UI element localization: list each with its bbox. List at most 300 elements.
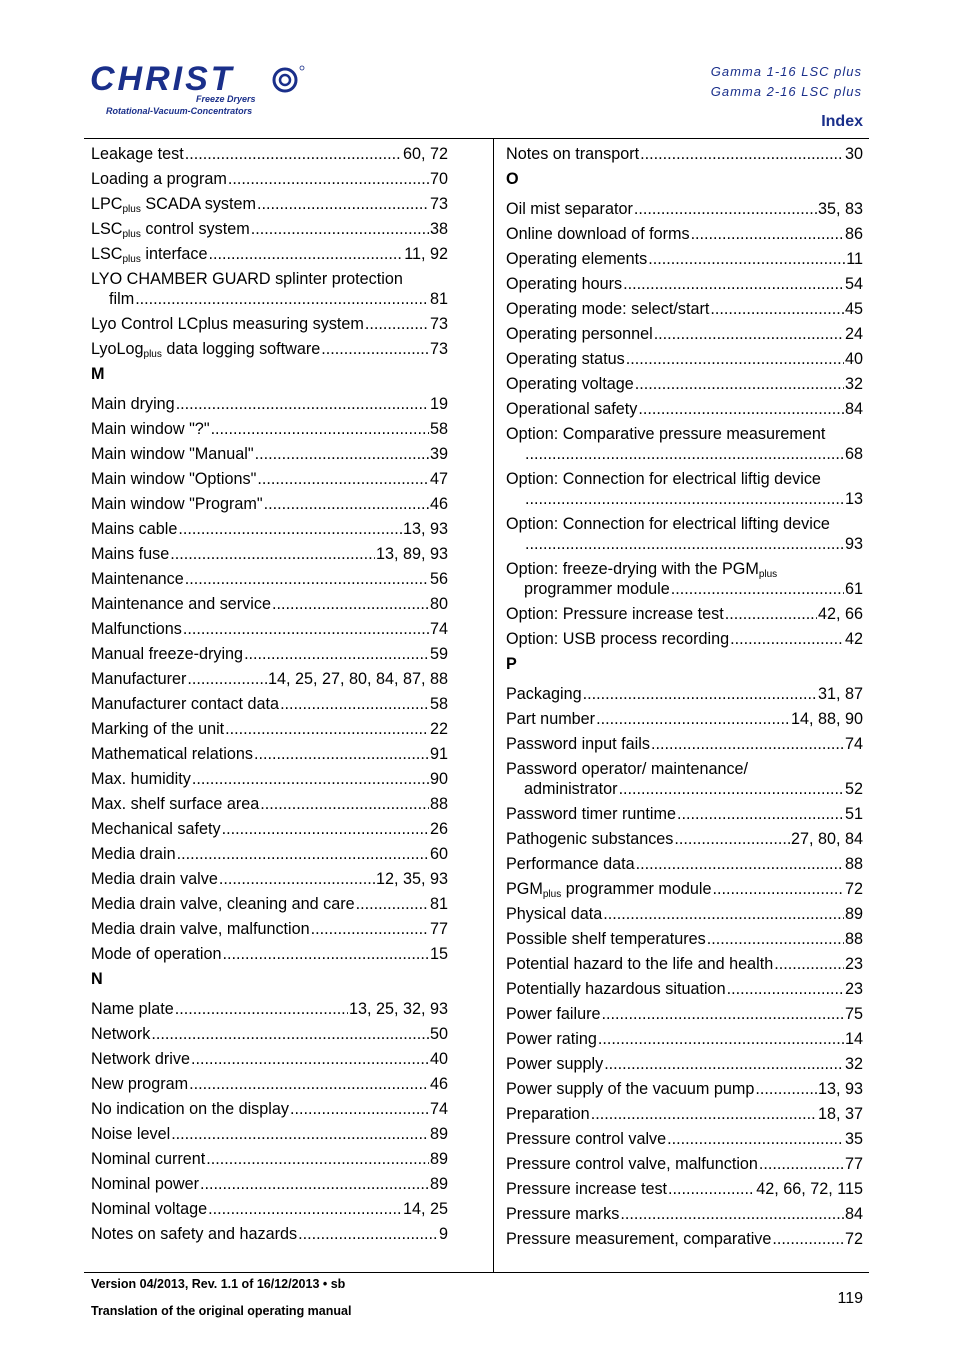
index-pages: 24 xyxy=(844,325,863,343)
index-pages: 93 xyxy=(844,535,863,553)
index-entry xyxy=(91,819,448,839)
subscript: plus xyxy=(122,229,141,240)
index-entry xyxy=(91,219,448,239)
index-term: Main window "Options" xyxy=(91,470,257,488)
index-term: Potential hazard to the life and health xyxy=(506,955,774,973)
index-entry xyxy=(506,1104,863,1124)
leader-dots xyxy=(185,144,402,164)
index-term: Option: Connection for electrical liftig device xyxy=(506,470,821,488)
leader-dots xyxy=(674,829,790,849)
index-term: Option: Connection for electrical lifting device xyxy=(506,515,830,533)
index-term: Online download of forms xyxy=(506,225,690,243)
index-pages: 60 xyxy=(429,845,448,863)
leader-dots xyxy=(208,1199,402,1219)
index-pages: 74 xyxy=(429,1100,448,1118)
index-entry xyxy=(91,744,448,764)
index-entry xyxy=(91,769,448,789)
leader-dots xyxy=(598,1029,844,1049)
index-entry xyxy=(506,374,863,394)
leader-dots xyxy=(727,979,844,999)
footer-translation: Translation of the original operating manual xyxy=(91,1304,352,1318)
leader-dots xyxy=(648,249,845,269)
index-pages: 89 xyxy=(429,1175,448,1193)
index-pages: 19 xyxy=(429,395,448,413)
index-term: Media drain valve xyxy=(91,870,218,888)
leader-dots xyxy=(187,669,267,689)
index-entry xyxy=(506,559,863,599)
leader-dots xyxy=(774,954,844,974)
index-entry xyxy=(91,919,448,939)
index-term: LYO CHAMBER GUARD splinter protection xyxy=(91,270,403,288)
subscript: plus xyxy=(122,204,141,215)
leader-dots xyxy=(321,339,429,359)
index-entry xyxy=(91,444,448,464)
index-term: Mains cable xyxy=(91,520,178,538)
index-pages: 31, 87 xyxy=(817,685,863,703)
leader-dots xyxy=(603,904,844,924)
index-term: Password timer runtime xyxy=(506,805,677,823)
index-letter-heading: M xyxy=(91,365,105,383)
index-entry-continuation xyxy=(506,444,863,464)
index-term: Oil mist separator xyxy=(506,200,633,218)
leader-dots xyxy=(730,629,844,649)
index-entry xyxy=(91,944,448,964)
leader-dots xyxy=(311,919,429,939)
index-pages: 9 xyxy=(438,1225,448,1243)
index-pages: 89 xyxy=(429,1125,448,1143)
index-term: Mechanical safety xyxy=(91,820,221,838)
index-letter-heading: P xyxy=(506,655,517,673)
index-pages: 56 xyxy=(429,570,448,588)
leader-dots xyxy=(677,804,844,824)
index-term: Operating elements xyxy=(506,250,648,268)
leader-dots xyxy=(604,1054,844,1074)
leader-dots xyxy=(634,199,817,219)
index-entry xyxy=(91,894,448,914)
index-pages: 14, 25, 27, 80, 84, 87, 88 xyxy=(267,670,448,688)
index-entry xyxy=(91,169,448,189)
index-term: Notes on transport xyxy=(506,145,640,163)
index-term: $LSC_{plus}$ interface xyxy=(91,245,208,265)
leader-dots xyxy=(640,144,844,164)
index-entry xyxy=(506,804,863,824)
index-term: Leakage test xyxy=(91,145,184,163)
index-pages: 42 xyxy=(844,630,863,648)
leader-dots xyxy=(759,1154,844,1174)
index-term: Password operator/ maintenance/ xyxy=(506,760,749,778)
index-pages: 32 xyxy=(844,375,863,393)
leader-dots xyxy=(151,1024,429,1044)
index-term: LyoLog$_{plus}$ data logging software xyxy=(91,340,321,360)
index-term: Operating voltage xyxy=(506,375,634,393)
index-pages: 73 xyxy=(429,340,448,358)
index-term: Option: Pressure increase test xyxy=(506,605,724,623)
index-term: Preparation xyxy=(506,1105,590,1123)
model-line-2: Gamma 2-16 LSC plus xyxy=(710,84,862,99)
index-term: Operating status xyxy=(506,350,625,368)
index-term: Operating personnel xyxy=(506,325,653,343)
index-entry xyxy=(91,844,448,864)
leader-dots xyxy=(596,709,790,729)
page-number: 119 xyxy=(837,1290,863,1307)
leader-dots xyxy=(135,289,429,309)
index-term: Network drive xyxy=(91,1050,190,1068)
leader-dots xyxy=(280,694,429,714)
header-divider xyxy=(84,138,869,139)
index-pages: 13, 93 xyxy=(402,520,448,538)
index-pages: 52 xyxy=(844,780,863,798)
index-entry xyxy=(506,144,863,164)
index-term: Mode of operation xyxy=(91,945,222,963)
index-term: Main window "?" xyxy=(91,420,210,438)
index-term: Main window "Manual" xyxy=(91,445,254,463)
index-term: Main window "Program" xyxy=(91,495,263,513)
index-entry xyxy=(506,249,863,269)
index-pages: 54 xyxy=(844,275,863,293)
logo-subtitle-freeze-dryers: Freeze Dryers xyxy=(196,94,256,104)
leader-dots xyxy=(725,604,817,624)
index-pages: 13, 89, 93 xyxy=(375,545,448,563)
leader-dots xyxy=(591,1104,817,1124)
index-term: $LPC_{plus}$ SCADA system xyxy=(91,195,256,215)
index-pages: 90 xyxy=(429,770,448,788)
index-pages: 75 xyxy=(844,1005,863,1023)
index-pages: 68 xyxy=(844,445,863,463)
leader-dots xyxy=(623,274,844,294)
index-pages: 50 xyxy=(429,1025,448,1043)
leader-dots xyxy=(525,489,844,509)
index-pages: 70 xyxy=(429,170,448,188)
index-entry xyxy=(506,979,863,999)
leader-dots xyxy=(257,194,429,214)
index-term: Name plate xyxy=(91,1000,174,1018)
leader-dots xyxy=(272,594,429,614)
index-pages: 61 xyxy=(844,580,863,598)
index-term: Pressure control valve, malfunction xyxy=(506,1155,758,1173)
leader-dots xyxy=(170,544,375,564)
index-entry-continuation xyxy=(506,579,863,599)
index-pages: 81 xyxy=(429,895,448,913)
index-entry xyxy=(91,314,448,334)
index-term: Packaging xyxy=(506,685,582,703)
index-pages: 72 xyxy=(844,880,863,898)
index-pages: 18, 37 xyxy=(817,1105,863,1123)
leader-dots xyxy=(668,1179,755,1199)
leader-dots xyxy=(191,1049,429,1069)
index-entry xyxy=(506,1054,863,1074)
index-pages: 32 xyxy=(844,1055,863,1073)
leader-dots xyxy=(365,314,429,334)
index-pages: 14, 25 xyxy=(402,1200,448,1218)
index-pages: 22 xyxy=(429,720,448,738)
christ-logo xyxy=(88,60,328,120)
subscript: plus xyxy=(542,889,562,900)
index-entry xyxy=(91,1024,448,1044)
leader-dots xyxy=(654,324,844,344)
index-entry xyxy=(91,869,448,889)
leader-dots xyxy=(264,494,429,514)
index-entry xyxy=(91,794,448,814)
leader-dots xyxy=(525,534,844,554)
index-pages: 88 xyxy=(844,855,863,873)
index-pages: 84 xyxy=(844,400,863,418)
index-term: Power failure xyxy=(506,1005,601,1023)
leader-dots xyxy=(219,869,375,889)
index-term: Maintenance and service xyxy=(91,595,271,613)
leader-dots xyxy=(255,444,429,464)
index-pages: 73 xyxy=(429,315,448,333)
index-pages: 38 xyxy=(429,220,448,238)
index-term-continuation: programmer module xyxy=(524,580,670,598)
leader-dots xyxy=(200,1174,429,1194)
index-term: Pressure measurement, comparative xyxy=(506,1230,772,1248)
index-pages: 72 xyxy=(844,1230,863,1248)
index-entry xyxy=(506,904,863,924)
leader-dots xyxy=(525,444,844,464)
index-entry xyxy=(506,759,863,799)
index-entry xyxy=(91,719,448,739)
index-term: Manufacturer contact data xyxy=(91,695,280,713)
leader-dots xyxy=(228,169,429,189)
leader-dots xyxy=(691,224,844,244)
index-entry xyxy=(506,929,863,949)
index-pages: 23 xyxy=(844,955,863,973)
index-entry xyxy=(91,1074,448,1094)
index-entry xyxy=(506,1154,863,1174)
index-pages: 42, 66 xyxy=(817,605,863,623)
index-pages: 40 xyxy=(844,350,863,368)
index-term: Power supply of the vacuum pump xyxy=(506,1080,755,1098)
index-pages: 40 xyxy=(429,1050,448,1068)
leader-dots xyxy=(290,1099,429,1119)
index-entry xyxy=(506,299,863,319)
index-term: Operational safety xyxy=(506,400,638,418)
index-term: Max. shelf surface area xyxy=(91,795,260,813)
leader-dots xyxy=(171,1124,429,1144)
index-term: Power supply xyxy=(506,1055,604,1073)
index-term: Part number xyxy=(506,710,596,728)
index-pages: 77 xyxy=(429,920,448,938)
index-entry xyxy=(91,1149,448,1169)
index-entry xyxy=(506,424,863,464)
section-title: Index xyxy=(821,113,863,130)
index-entry-continuation xyxy=(506,779,863,799)
index-term: Manufacturer xyxy=(91,670,187,688)
leader-dots xyxy=(638,399,844,419)
leader-dots xyxy=(619,779,844,799)
leader-dots xyxy=(298,1224,438,1244)
leader-dots xyxy=(651,734,844,754)
index-entry-continuation xyxy=(506,489,863,509)
index-term: Main drying xyxy=(91,395,175,413)
leader-dots xyxy=(222,819,429,839)
index-entry xyxy=(91,569,448,589)
footer-divider xyxy=(84,1272,869,1273)
index-pages: 26 xyxy=(429,820,448,838)
index-pages: 27, 80, 84 xyxy=(790,830,863,848)
index-pages: 47 xyxy=(429,470,448,488)
index-term: Mathematical relations xyxy=(91,745,253,763)
index-column-left xyxy=(91,144,448,1249)
index-column-right xyxy=(506,144,863,1254)
index-term: Physical data xyxy=(506,905,603,923)
index-entry xyxy=(91,419,448,439)
index-term: $PGM_{plus}$ programmer module xyxy=(506,880,712,900)
index-pages: 14, 88, 90 xyxy=(790,710,863,728)
leader-dots xyxy=(620,1204,844,1224)
index-term: Pressure marks xyxy=(506,1205,620,1223)
leader-dots xyxy=(177,844,429,864)
index-entry xyxy=(91,619,448,639)
index-term: Option: USB process recording xyxy=(506,630,730,648)
index-pages: 84 xyxy=(844,1205,863,1223)
index-entry xyxy=(91,469,448,489)
index-term: $LSC_{plus}$ control system xyxy=(91,220,250,240)
index-entry xyxy=(506,1179,863,1199)
index-term: Nominal current xyxy=(91,1150,206,1168)
index-entry xyxy=(506,604,863,624)
index-entry xyxy=(91,644,448,664)
index-term: Nominal power xyxy=(91,1175,199,1193)
leader-dots xyxy=(636,854,844,874)
leader-dots xyxy=(178,519,402,539)
index-pages: 91 xyxy=(429,745,448,763)
index-entry xyxy=(91,494,448,514)
column-divider xyxy=(493,138,494,1272)
index-term: Notes on safety and hazards xyxy=(91,1225,298,1243)
leader-dots xyxy=(223,944,429,964)
index-entry xyxy=(506,734,863,754)
index-pages: 88 xyxy=(844,930,863,948)
index-term: Media drain valve, malfunction xyxy=(91,920,310,938)
index-entry xyxy=(506,199,863,219)
index-pages: 13 xyxy=(844,490,863,508)
index-entry xyxy=(506,1004,863,1024)
index-pages: 14 xyxy=(844,1030,863,1048)
index-entry xyxy=(506,1204,863,1224)
index-entry xyxy=(91,594,448,614)
index-term: Pathogenic substances xyxy=(506,830,674,848)
index-pages: 80 xyxy=(429,595,448,613)
index-entry xyxy=(91,999,448,1019)
model-line-1: Gamma 1-16 LSC plus xyxy=(710,64,862,79)
index-entry xyxy=(506,629,863,649)
index-entry xyxy=(91,1049,448,1069)
leader-dots xyxy=(225,719,429,739)
index-entry xyxy=(91,1199,448,1219)
index-term: Pressure control valve xyxy=(506,1130,667,1148)
leader-dots xyxy=(251,219,429,239)
index-entry xyxy=(91,544,448,564)
leader-dots xyxy=(710,299,844,319)
index-letter-heading: N xyxy=(91,970,103,988)
index-term: Nominal voltage xyxy=(91,1200,208,1218)
leader-dots xyxy=(626,349,844,369)
index-letter-heading: O xyxy=(506,170,519,188)
index-term: Media drain xyxy=(91,845,176,863)
index-term: Password input fails xyxy=(506,735,650,753)
leader-dots xyxy=(208,244,403,264)
leader-dots xyxy=(192,769,429,789)
index-entry-continuation xyxy=(91,289,448,309)
index-entry xyxy=(506,1029,863,1049)
index-entry xyxy=(506,684,863,704)
index-entry xyxy=(506,854,863,874)
index-term: New program xyxy=(91,1075,189,1093)
leader-dots xyxy=(601,1004,844,1024)
index-term: Performance data xyxy=(506,855,635,873)
index-pages: 30 xyxy=(844,145,863,163)
index-term-continuation: film xyxy=(109,290,135,308)
leader-dots xyxy=(635,374,844,394)
index-pages: 89 xyxy=(429,1150,448,1168)
index-entry xyxy=(506,709,863,729)
index-entry xyxy=(506,1229,863,1249)
index-entry xyxy=(506,349,863,369)
index-pages: 74 xyxy=(429,620,448,638)
index-term: Pressure increase test xyxy=(506,1180,668,1198)
leader-dots xyxy=(211,419,429,439)
index-entry xyxy=(506,274,863,294)
index-entry-continuation xyxy=(506,534,863,554)
leader-dots xyxy=(755,1079,817,1099)
index-pages: 59 xyxy=(429,645,448,663)
subscript: plus xyxy=(122,254,141,265)
index-entry xyxy=(506,514,863,554)
index-pages: 46 xyxy=(429,1075,448,1093)
index-entry xyxy=(506,1129,863,1149)
leader-dots xyxy=(707,929,844,949)
logo-subtitle-rvc: Rotational-Vacuum-Concentrators xyxy=(106,106,253,116)
index-entry xyxy=(506,879,863,899)
christ-logo-mark xyxy=(88,60,318,98)
index-entry xyxy=(91,339,448,359)
index-term: Maintenance xyxy=(91,570,184,588)
index-entry xyxy=(91,669,448,689)
index-entry xyxy=(506,399,863,419)
leader-dots xyxy=(671,579,844,599)
index-entry xyxy=(506,324,863,344)
leader-dots xyxy=(185,569,429,589)
index-entry xyxy=(91,1099,448,1119)
leader-dots xyxy=(260,794,429,814)
index-entry xyxy=(91,1124,448,1144)
index-term: Manual freeze-drying xyxy=(91,645,244,663)
index-entry xyxy=(506,224,863,244)
index-pages: 58 xyxy=(429,420,448,438)
index-term: Possible shelf temperatures xyxy=(506,930,706,948)
index-entry xyxy=(91,394,448,414)
leader-dots xyxy=(583,684,817,704)
leader-dots xyxy=(175,999,348,1019)
index-term: Potentially hazardous situation xyxy=(506,980,726,998)
index-term: Media drain valve, cleaning and care xyxy=(91,895,355,913)
leader-dots xyxy=(257,469,429,489)
leader-dots xyxy=(356,894,429,914)
index-entry xyxy=(91,244,448,264)
leader-dots xyxy=(183,619,429,639)
logo-word: CHRIST xyxy=(90,60,235,98)
index-pages: 81 xyxy=(429,290,448,308)
index-term: Malfunctions xyxy=(91,620,182,638)
index-entry xyxy=(91,1224,448,1244)
index-entry xyxy=(91,194,448,214)
index-term: Mains fuse xyxy=(91,545,170,563)
index-pages: 74 xyxy=(844,735,863,753)
index-pages: 89 xyxy=(844,905,863,923)
index-pages: 13, 25, 32, 93 xyxy=(348,1000,448,1018)
index-entry xyxy=(506,954,863,974)
